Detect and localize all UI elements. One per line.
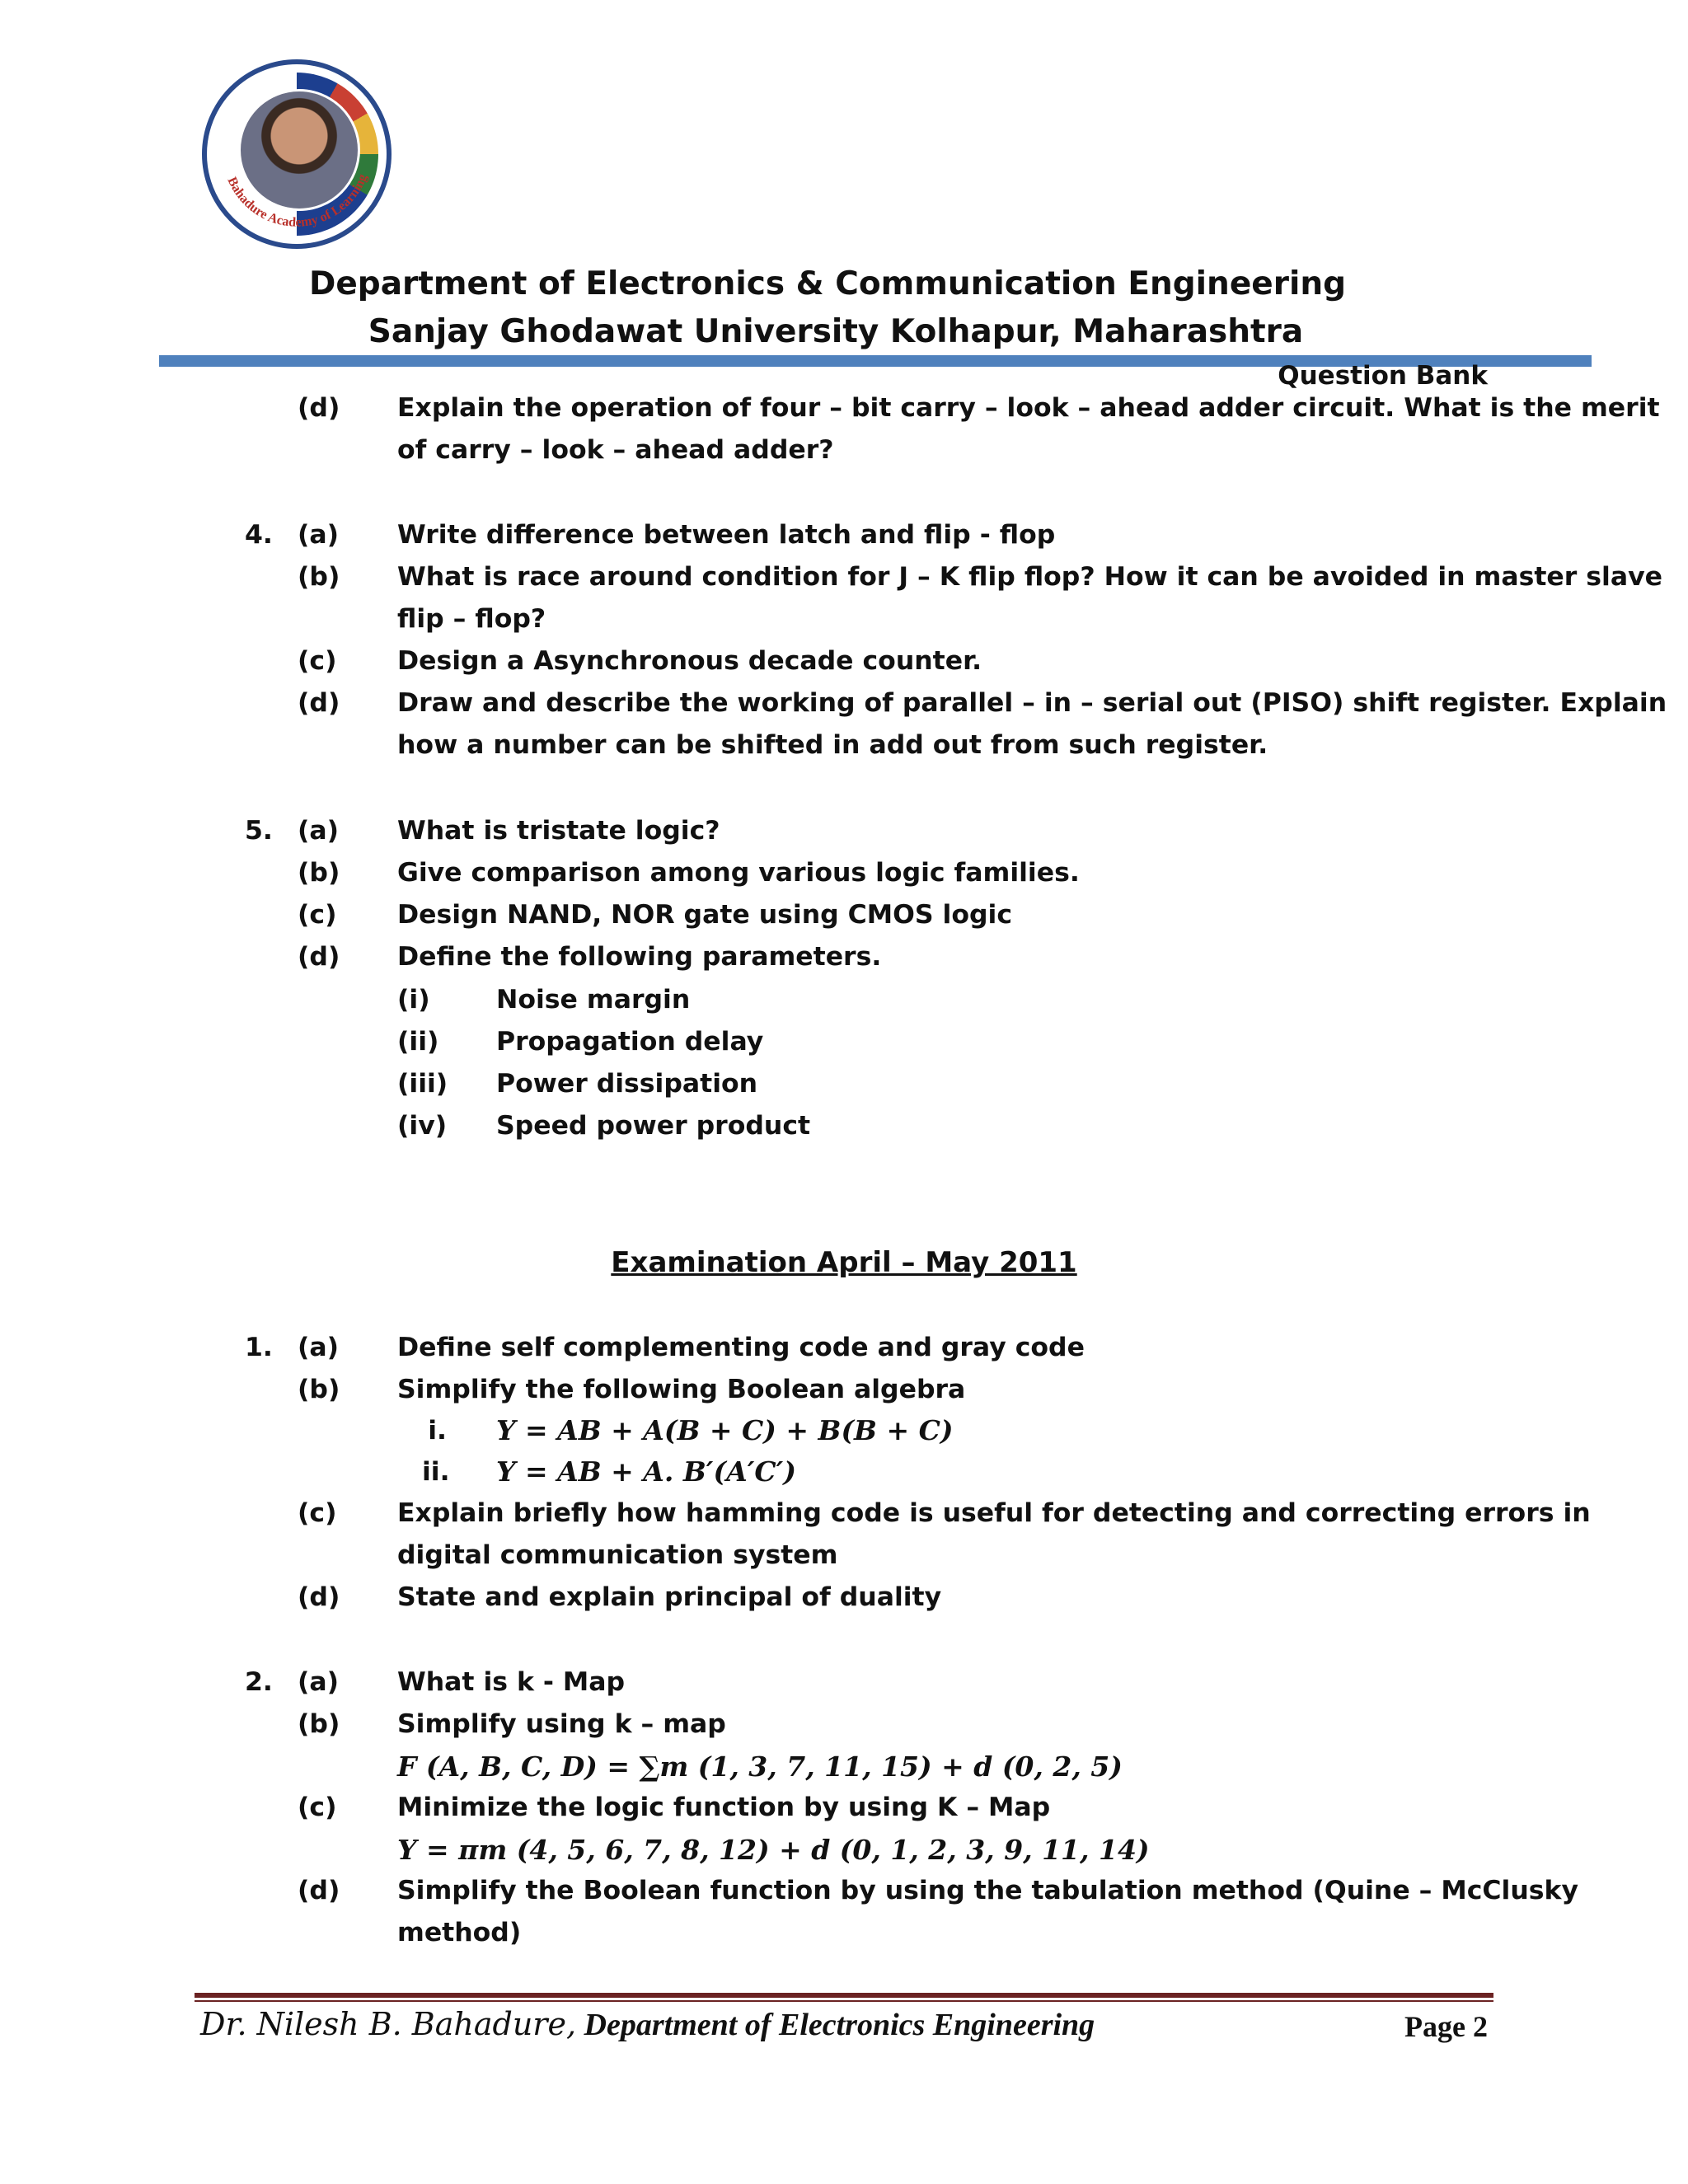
question-label: (d) [298,1582,340,1612]
question-text: Simplify the Boolean function by using the tabulation method (Quine – McClusky [397,1876,1578,1905]
department-title: Department of Electronics & Communication Engineering [308,265,1347,302]
question-label: (d) [298,688,340,718]
footer-author: Dr. Nilesh B. Bahadure, [200,2006,577,2042]
question-number: 5. [245,816,273,846]
question-text: method) [397,1918,522,1947]
parameter-label: (ii) [397,1027,439,1057]
question-text: Define the following parameters. [397,942,882,972]
expression-label: ii. [422,1457,450,1487]
question-label: (c) [298,1793,337,1822]
question-label: (d) [298,942,340,972]
question-label: (a) [298,1333,340,1362]
question-text: Simplify using k – map [397,1709,726,1739]
parameter-label: (iii) [397,1069,448,1099]
question-text: What is race around condition for J – K flip flop? How it can be avoided in master slave [397,562,1662,592]
question-label: (a) [298,520,340,550]
question-number: 1. [245,1333,273,1362]
question-label: (d) [298,1876,340,1905]
question-text: digital communication system [397,1540,838,1570]
question-text: Design a Asynchronous decade counter. [397,646,982,676]
question-bank-tag: Question Bank [1278,361,1488,391]
question-label: (b) [298,1375,340,1404]
question-label: (d) [298,393,340,423]
parameter-label: (iv) [397,1111,448,1141]
question-text: Simplify the following Boolean algebra [397,1375,966,1404]
question-text: Minimize the logic function by using K – Map [397,1793,1051,1822]
question-label: (c) [298,646,337,676]
question-label: (b) [298,1709,340,1739]
question-text: of carry – look – ahead adder? [397,435,834,465]
question-label: (c) [298,900,337,930]
boolean-expression: Y = πm (4, 5, 6, 7, 8, 12) + d (0, 1, 2, 3, 9, 11, 14) [397,1834,1150,1866]
question-text: What is tristate logic? [397,816,720,846]
question-label: (a) [298,816,340,846]
page-number: Page 2 [1404,2010,1488,2043]
question-text: Explain the operation of four – bit carry – look – ahead adder circuit. What is the merit [397,393,1660,423]
question-label: (a) [298,1667,340,1697]
question-text: What is k - Map [397,1667,626,1697]
question-number: 4. [245,520,273,550]
parameter-text: Noise margin [496,985,691,1015]
boolean-expression: Y = AB + A. B′(A′C′) [496,1455,796,1488]
question-number: 2. [245,1667,273,1697]
boolean-expression: F (A, B, C, D) = ∑m (1, 3, 7, 11, 15) + d (0, 2, 5) [397,1750,1123,1783]
parameter-text: Propagation delay [496,1027,764,1057]
university-title: Sanjay Ghodawat University Kolhapur, Maharashtra [368,313,1304,350]
parameter-label: (i) [397,985,430,1015]
question-text: Define self complementing code and gray code [397,1333,1085,1362]
question-text: Explain briefly how hamming code is useful for detecting and correcting errors in [397,1498,1591,1528]
svg-text:Bahadure Academy of Learning: Bahadure Academy of Learning [224,171,371,230]
parameter-text: Power dissipation [496,1069,758,1099]
question-text: Design NAND, NOR gate using CMOS logic [397,900,1013,930]
question-label: (c) [298,1498,337,1528]
question-text: Give comparison among various logic families. [397,858,1080,888]
boolean-expression: Y = AB + A(B + C) + B(B + C) [496,1414,954,1446]
question-label: (b) [298,858,340,888]
question-text: Draw and describe the working of parallel – in – serial out (PISO) shift register. Explain [397,688,1667,718]
footer-divider [195,1993,1493,1998]
parameter-text: Speed power product [496,1111,811,1141]
question-label: (b) [298,562,340,592]
question-text: how a number can be shifted in add out from such register. [397,730,1268,760]
question-text: flip – flop? [397,604,546,634]
footer-divider-thin [195,2000,1493,2002]
question-text: Write difference between latch and flip - flop [397,520,1056,550]
footer-department: Department of Electronics Engineering [576,2008,1095,2042]
expression-label: i. [428,1416,447,1446]
question-text: State and explain principal of duality [397,1582,942,1612]
footer-credit [200,2006,1095,2043]
exam-section-title: Examination April – May 2011 [611,1246,1077,1279]
